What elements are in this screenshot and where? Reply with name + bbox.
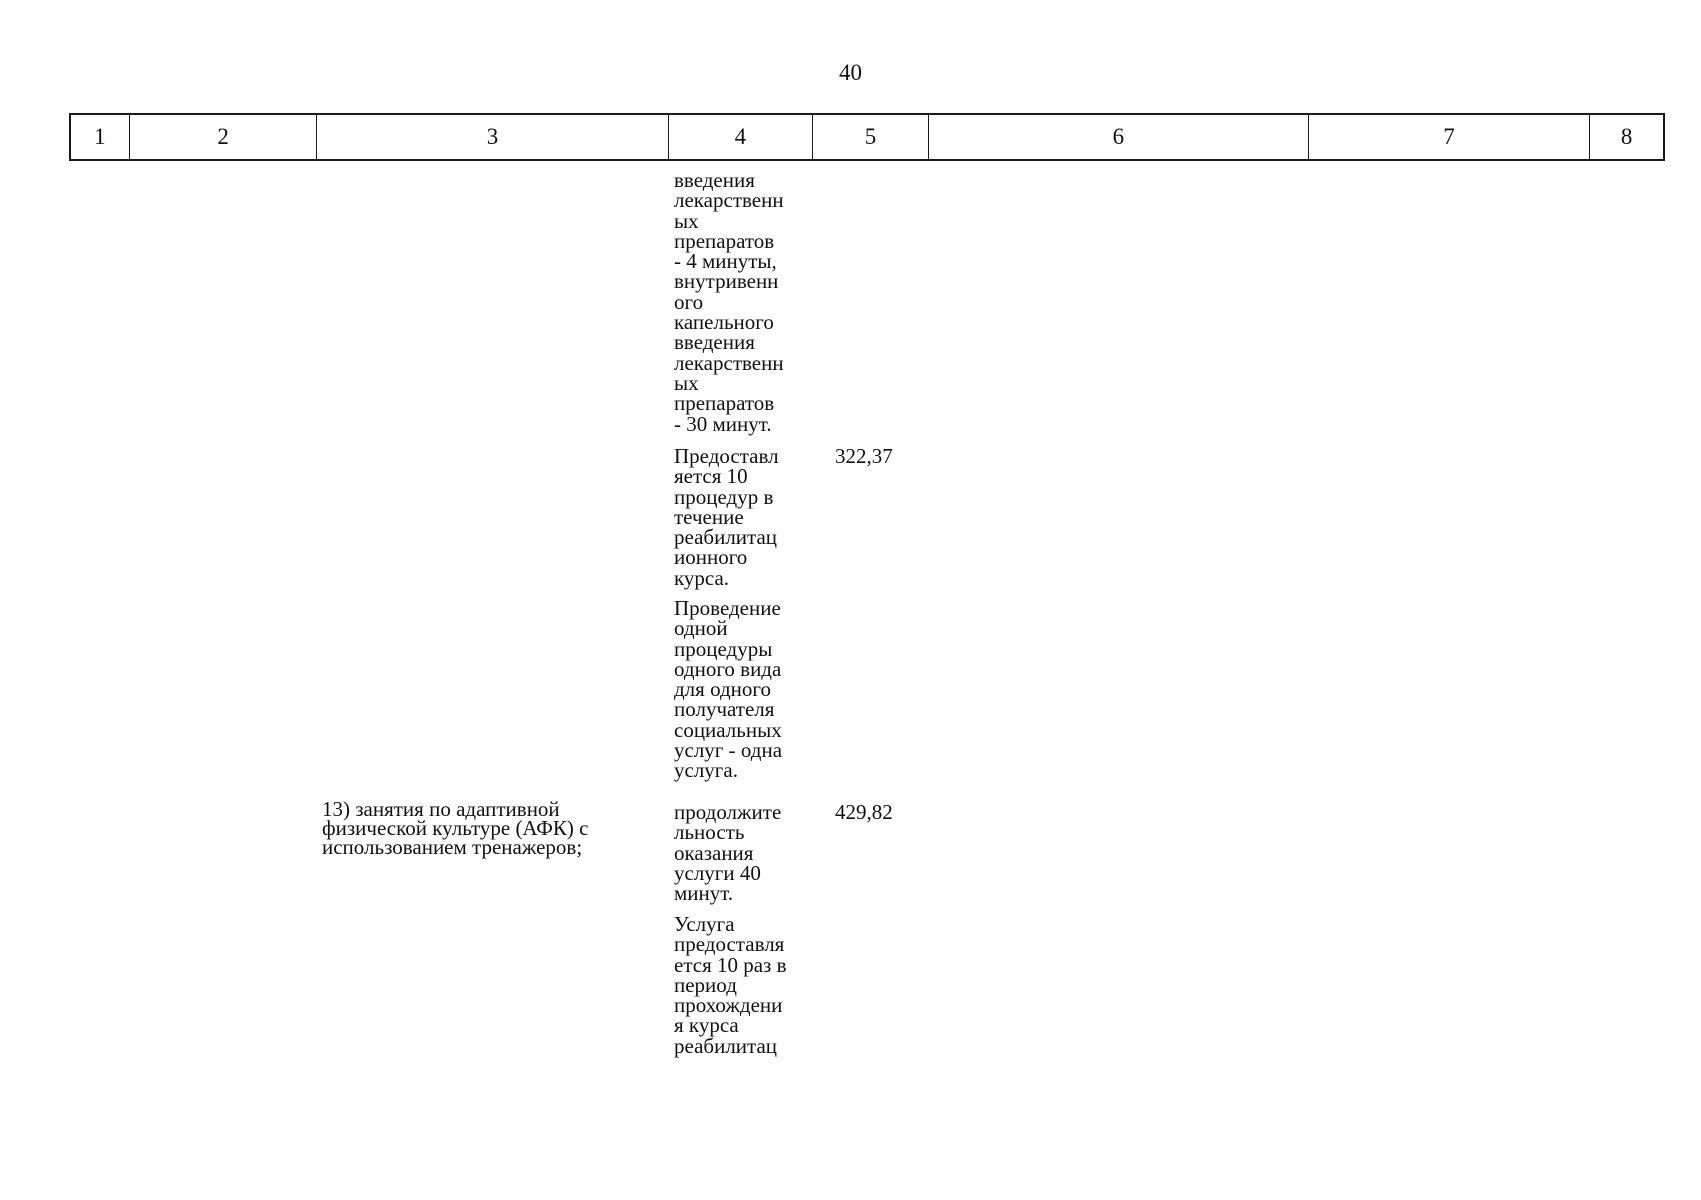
row4-col4-text: продолжите льность оказания услуги 40 минут.	[674, 800, 782, 906]
column-header-2: 2	[130, 115, 318, 159]
column-header-row	[69, 113, 1665, 161]
row4-col3-service-name: 13) занятия по адаптивной физической культуре (АФК) с использованием тренажеров;	[322, 797, 589, 859]
row2-col5-price: 322,37	[835, 444, 893, 468]
page-number: 40	[839, 60, 862, 85]
column-header-3: 3	[317, 115, 668, 159]
row1-col4-text: введения лекарственн ых препаратов - 4 минуты, внутривенн ого капельного введения лекарственн ых препаратов - 30 минут.	[674, 168, 784, 436]
row4-col5-price: 429,82	[835, 800, 893, 824]
row2-col4-text: Предоставл яется 10 процедур в течение реабилитац ионного курса.	[674, 444, 779, 590]
column-header-1: 1	[71, 115, 130, 159]
column-header-4: 4	[669, 115, 814, 159]
row3-col4-text: Проведение одной процедуры одного вида для одного получателя социальных услуг - одна услуга.	[674, 596, 783, 783]
column-header-8: 8	[1620, 124, 1633, 149]
column-header-6: 6	[929, 115, 1309, 159]
column-header-5: 5	[813, 115, 929, 159]
row5-col4-text: Услуга предоставля ется 10 раз в период прохождени я курса реабилитац	[674, 912, 787, 1058]
column-header-7: 7	[1309, 115, 1590, 159]
